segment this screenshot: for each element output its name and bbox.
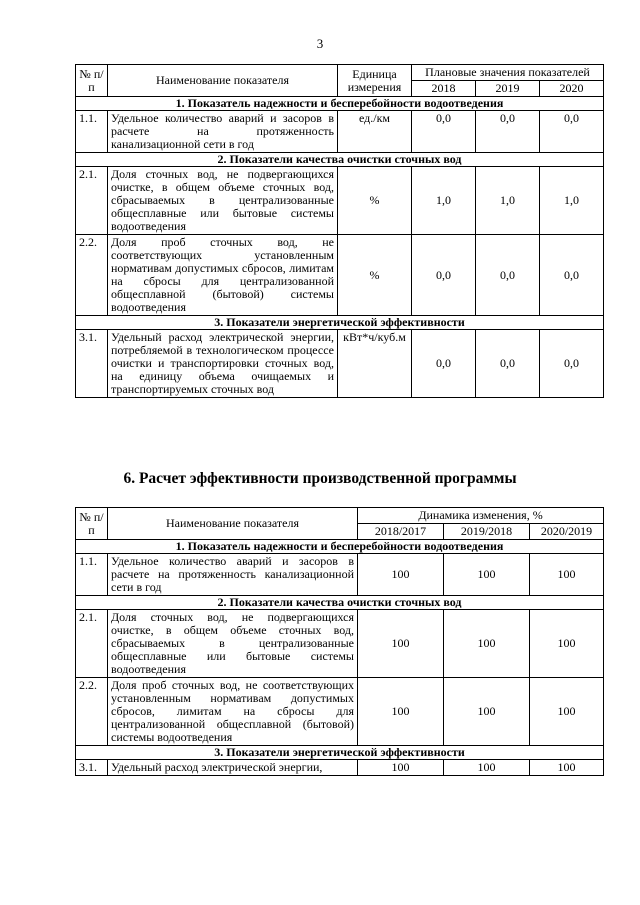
table-row: [76, 167, 604, 235]
header-period: 2018/2017: [358, 524, 444, 540]
header-year: 2018: [412, 81, 476, 97]
row-num: 2.2.: [76, 678, 108, 746]
row-value: 100: [358, 760, 444, 776]
section-title: 3. Показатели энергетической эффективности: [76, 316, 604, 330]
row-unit: ед./км: [338, 111, 412, 153]
row-name: Удельный расход электрической энергии, потребляемой в технологическом процессе очистки и транспортировки сточных вод, на единицу объема очищаемых и транспортируемых сточных вод: [108, 330, 338, 398]
table-row: [76, 760, 604, 776]
row-value: 0,0: [540, 330, 604, 398]
row-value: 0,0: [540, 111, 604, 153]
header-num: № п/п: [76, 65, 108, 97]
row-name: Удельный расход электрической энергии,: [108, 760, 358, 776]
row-value: 100: [530, 678, 604, 746]
table-row: [76, 678, 604, 746]
row-unit: кВт*ч/куб.м: [338, 330, 412, 398]
row-name: Доля проб сточных вод, не соответствующих установленным нормативам допустимых сбросов, лимитам на сбросы для централизованной общесплавной (бытовой) системы водоотведения: [108, 235, 338, 316]
section-title: 3. Показатели энергетической эффективности: [76, 746, 604, 760]
header-name: Наименование показателя: [108, 508, 358, 540]
row-num: 2.2.: [76, 235, 108, 316]
row-value: 100: [358, 610, 444, 678]
row-name: Удельное количество аварий и засоров в расчете на протяженность канализационной сети в год: [108, 111, 338, 153]
section-title: 1. Показатель надежности и бесперебойности водоотведения: [76, 540, 604, 554]
row-num: 1.1.: [76, 111, 108, 153]
row-value: 100: [444, 554, 530, 596]
row-value: 0,0: [412, 111, 476, 153]
row-name: Доля проб сточных вод, не соответствующих установленным нормативам допустимых сбросов, лимитам на сбросы для централизованной общесплавной (бытовой) системы водоотведения: [108, 678, 358, 746]
row-num: 3.1.: [76, 760, 108, 776]
row-num: 1.1.: [76, 554, 108, 596]
row-value: 1,0: [476, 167, 540, 235]
row-value: 1,0: [412, 167, 476, 235]
header-dynamics: Динамика изменения, %: [358, 508, 604, 524]
section-title: 2. Показатели качества очистки сточных вод: [76, 153, 604, 167]
row-value: 0,0: [476, 235, 540, 316]
row-value: 100: [530, 760, 604, 776]
header-unit: Единица измерения: [338, 65, 412, 97]
section-title: 1. Показатель надежности и бесперебойности водоотведения: [76, 97, 604, 111]
row-value: 100: [444, 760, 530, 776]
row-name: Доля сточных вод, не подвергающихся очистке, в общем объеме сточных вод, сбрасываемых в централизованные общесплавные или бытовые системы водоотведения: [108, 610, 358, 678]
row-unit: %: [338, 167, 412, 235]
row-value: 0,0: [540, 235, 604, 316]
row-unit: %: [338, 235, 412, 316]
row-value: 0,0: [476, 111, 540, 153]
header-period: 2020/2019: [530, 524, 604, 540]
header-period: 2019/2018: [444, 524, 530, 540]
row-value: 100: [444, 610, 530, 678]
row-value: 0,0: [476, 330, 540, 398]
planned-indicators-table: [75, 64, 604, 398]
table-row: [76, 330, 604, 398]
table-row: [76, 610, 604, 678]
row-name: Удельное количество аварий и засоров в расчете на протяженность канализационной сети в год: [108, 554, 358, 596]
row-value: 100: [358, 678, 444, 746]
header-year: 2020: [540, 81, 604, 97]
efficiency-dynamics-table: [75, 507, 604, 776]
section-6-title: 6. Расчет эффективности производственной программы: [123, 470, 517, 487]
row-value: 0,0: [412, 235, 476, 316]
header-year: 2019: [476, 81, 540, 97]
row-value: 100: [530, 554, 604, 596]
table-row: [76, 554, 604, 596]
page-number: 3: [316, 36, 324, 51]
row-value: 100: [444, 678, 530, 746]
row-name: Доля сточных вод, не подвергающихся очистке, в общем объеме сточных вод, сбрасываемых в централизованные общесплавные или бытовые системы водоотведения: [108, 167, 338, 235]
row-value: 1,0: [540, 167, 604, 235]
row-value: 0,0: [412, 330, 476, 398]
header-num: № п/п: [76, 508, 108, 540]
header-name: Наименование показателя: [108, 65, 338, 97]
row-value: 100: [358, 554, 444, 596]
section-title: 2. Показатели качества очистки сточных вод: [76, 596, 604, 610]
header-planned: Плановые значения показателей: [412, 65, 604, 81]
row-value: 100: [530, 610, 604, 678]
row-num: 3.1.: [76, 330, 108, 398]
row-num: 2.1.: [76, 610, 108, 678]
table-row: [76, 111, 604, 153]
row-num: 2.1.: [76, 167, 108, 235]
table-row: [76, 235, 604, 316]
